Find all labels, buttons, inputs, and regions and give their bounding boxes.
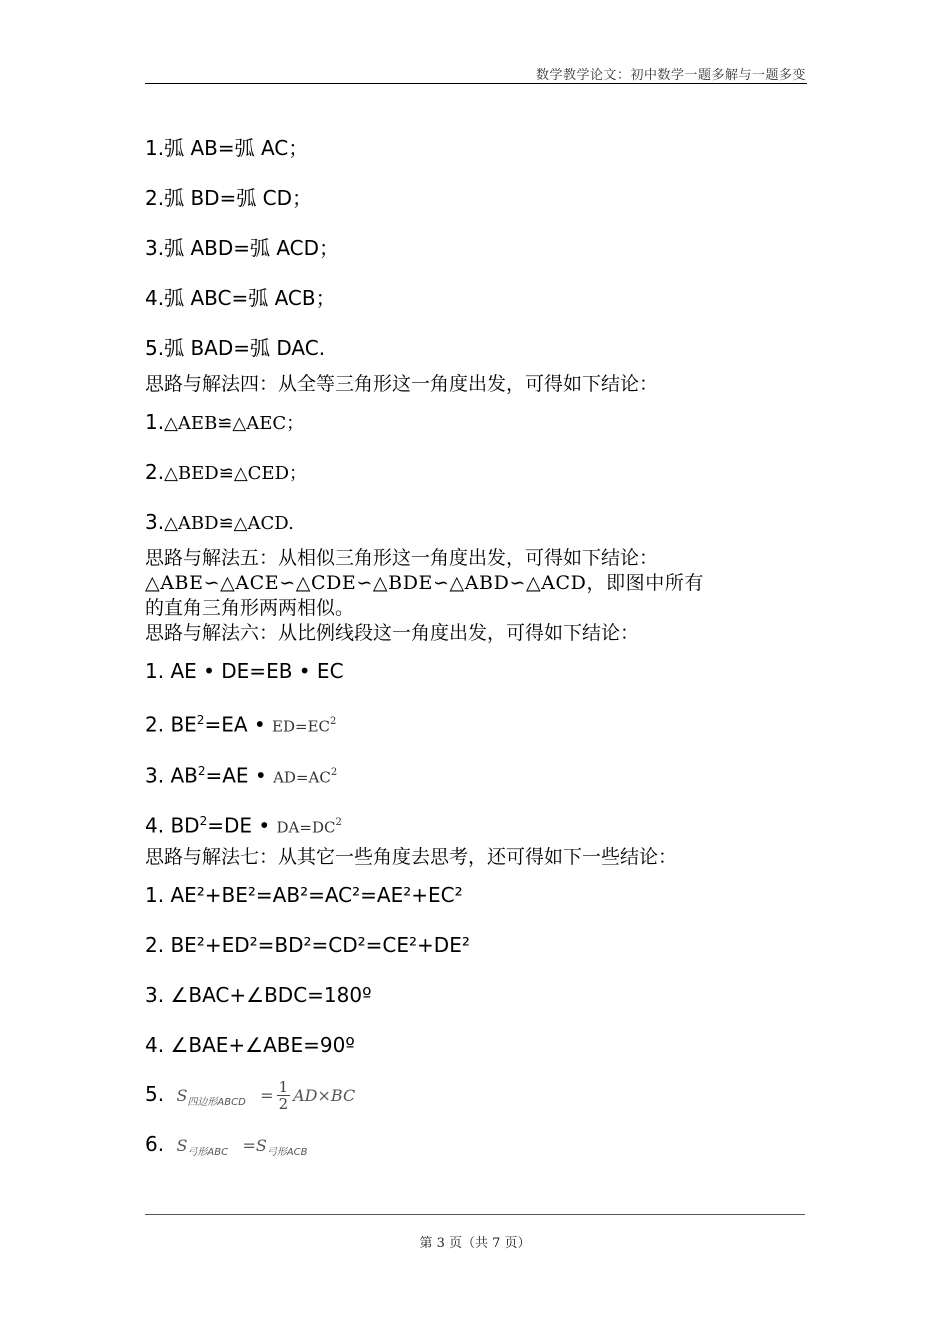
method6-item-3-mid: =AE •	[205, 763, 274, 788]
method6-item-4-post: DA=DC	[276, 818, 336, 837]
method6-title: 思路与解法六：从比例线段这一角度出发，可得如下结论：	[145, 622, 640, 644]
arc-line-1: 1.弧 AB=弧 AC；	[145, 136, 309, 160]
method4-item-3-text: △ABD≌△ACD.	[164, 513, 294, 534]
area-formula-rhs: AD×BC	[293, 1086, 356, 1105]
arc-line-2: 2.弧 BD=弧 CD；	[145, 186, 313, 210]
method5-title: 思路与解法五：从相似三角形这一角度出发，可得如下结论：	[145, 547, 659, 569]
method7-item-4: 4. ∠BAE+∠ABE=90º	[145, 1033, 355, 1057]
area-formula-equals: =	[260, 1086, 274, 1105]
one-half-fraction	[277, 1079, 291, 1112]
method6-item-4	[145, 809, 342, 840]
method7-item-5	[145, 1074, 355, 1123]
method5-line-2: 的直角三角形两两相似。	[145, 597, 355, 619]
method4-item-2-num: 2.	[145, 460, 165, 484]
method7-item-5-num: 5.	[145, 1082, 165, 1106]
method6-item-4-mid: =DE •	[207, 813, 277, 838]
segment-formula-sub2: 弓形ACB	[266, 1147, 308, 1158]
method6-item-3-pre: 3. AB	[145, 763, 198, 788]
segment-formula-sub1: 弓形ABC	[187, 1147, 229, 1158]
method6-item-3-post: AD=AC	[273, 768, 331, 787]
header-rule	[145, 83, 807, 84]
method6-item-2-post: ED=EC	[272, 717, 331, 736]
segment-formula-equals: =	[242, 1136, 256, 1155]
method4-item-1-text: △AEB≌△AEC；	[164, 413, 305, 434]
footer-rule	[145, 1214, 805, 1215]
arc-line-5: 5.弧 BAD=弧 DAC.	[145, 336, 326, 360]
method7-item-2: 2. BE²+ED²=BD²=CD²=CE²+DE²	[145, 933, 470, 957]
method7-item-6	[145, 1130, 308, 1167]
method4-item-2-text: △BED≌△CED；	[164, 463, 308, 484]
page-number: 第 3 页（共 7 页）	[419, 1236, 531, 1251]
method4-item-3	[145, 510, 294, 536]
method6-item-3-sup2: 2	[330, 767, 338, 778]
fraction-numerator: 1	[278, 1078, 289, 1096]
method4-title: 思路与解法四：从全等三角形这一角度出发，可得如下结论：	[145, 373, 659, 395]
method6-item-4-sup: 2	[199, 814, 208, 828]
method7-item-3: 3. ∠BAC+∠BDC=180º	[145, 983, 372, 1007]
method6-item-2-sup: 2	[196, 713, 205, 727]
segment-formula-s1: S	[176, 1136, 188, 1155]
method6-item-1: 1. AE • DE=EB • EC	[145, 659, 344, 683]
method6-item-3-sup: 2	[197, 764, 206, 778]
method6-item-4-sup2: 2	[335, 817, 342, 828]
method7-title: 思路与解法七：从其它一些角度去思考，还可得如下一些结论：	[145, 846, 678, 868]
header-title: 数学教学论文：初中数学一题多解与一题多变	[535, 68, 806, 83]
method6-item-2-sup2: 2	[330, 716, 337, 727]
method6-item-4-pre: 4. BD	[145, 813, 200, 838]
area-formula-subscript: 四边形ABCD	[187, 1097, 246, 1108]
method4-item-2	[145, 460, 307, 486]
fraction-denominator: 2	[278, 1095, 289, 1113]
method6-item-3	[145, 759, 337, 790]
method6-item-2	[145, 708, 336, 739]
arc-line-4: 4.弧 ABC=弧 ACB；	[145, 286, 336, 310]
method5-line-1: △ABE∽△ACE∽△CDE∽△BDE∽△ABD∽△ACD，即图中所有	[145, 572, 705, 594]
method6-item-2-mid: =EA •	[204, 712, 273, 737]
segment-formula-s2: S	[255, 1136, 267, 1155]
arc-line-3: 3.弧 ABD=弧 ACD；	[145, 236, 340, 260]
method6-item-2-pre: 2. BE	[145, 712, 197, 737]
area-formula-s: S	[176, 1086, 188, 1105]
method4-item-1	[145, 410, 304, 436]
method4-item-1-num: 1.	[145, 410, 165, 434]
method7-item-1: 1. AE²+BE²=AB²=AC²=AE²+EC²	[145, 883, 463, 907]
method4-item-3-num: 3.	[145, 510, 165, 534]
method7-item-6-num: 6.	[145, 1132, 165, 1156]
